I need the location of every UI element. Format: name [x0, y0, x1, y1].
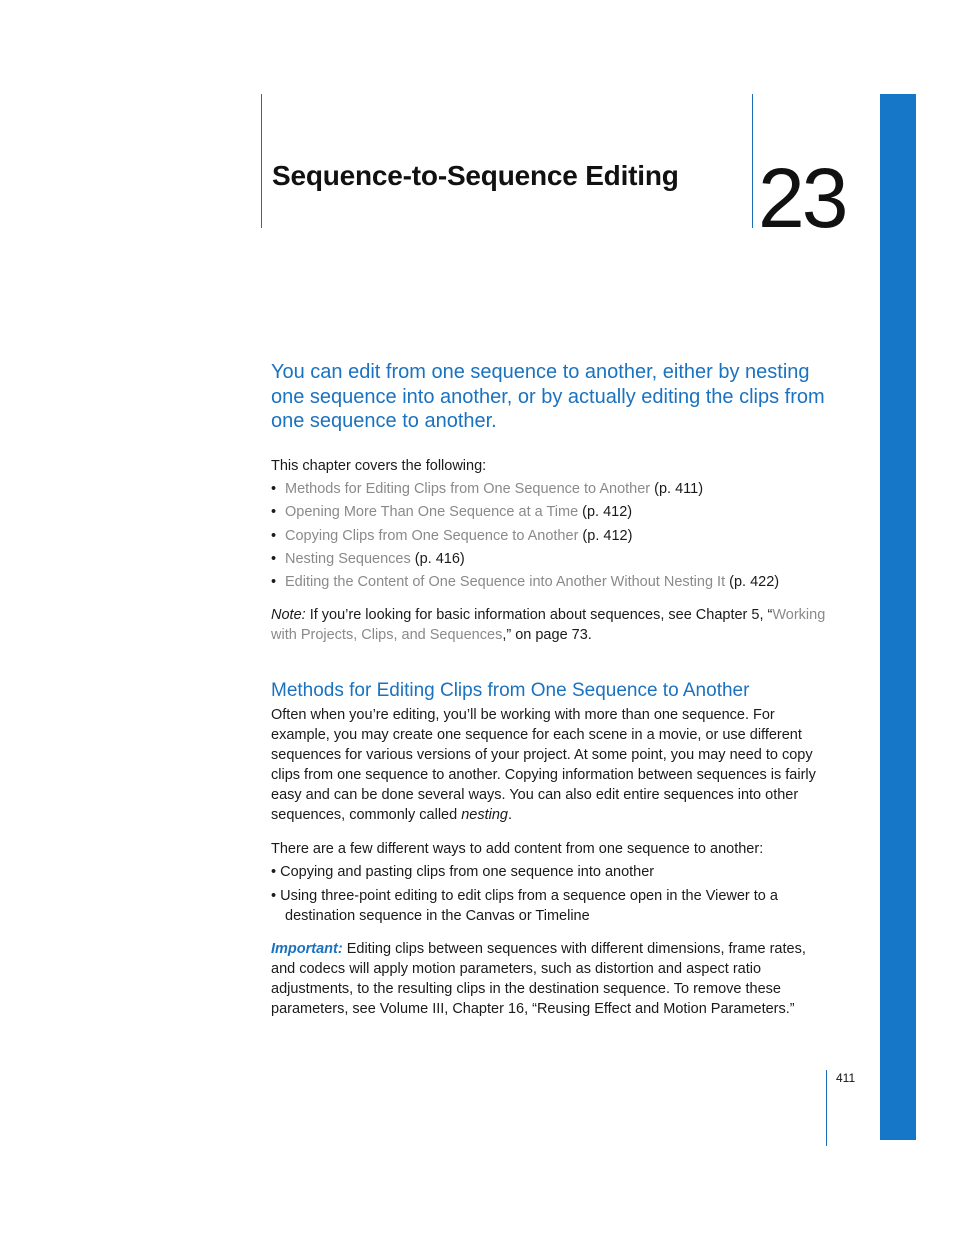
toc-item — [271, 549, 779, 572]
toc-link[interactable]: Editing the Content of One Sequence into Another Without Nesting It — [285, 574, 726, 591]
bullet: • — [271, 527, 277, 544]
list-item: • Using three-point editing to edit clips from a sequence open in the Viewer to a destination sequence in the Canvas or Timeline — [271, 888, 778, 924]
paragraph-text: Often when you’re editing, you’ll be working with more than one sequence. For example, you may create one sequence for each scene in a movie, or use different sequences for various versions of your project. At some point, you may need to copy clips from one sequence to another. Copying information between sequences is fairly easy and can be done several ways. You can also edit entire sequences into other sequences, commonly called — [271, 707, 816, 823]
note-paragraph — [271, 605, 831, 645]
important-label: Important: — [271, 941, 343, 957]
note-link[interactable]: Working with Projects, Clips, and Sequences — [271, 607, 826, 643]
toc-page-ref: (p. 411) — [650, 481, 704, 497]
bullet: • — [271, 574, 277, 591]
bullet: • — [271, 481, 277, 497]
bullet: • — [271, 504, 277, 521]
toc-page-ref: (p. 422) — [725, 574, 780, 591]
ways-list — [271, 862, 823, 930]
important-paragraph — [271, 939, 823, 1019]
bullet: • — [271, 550, 277, 567]
page-number-rule — [826, 1070, 827, 1146]
toc-page-ref: (p. 412) — [578, 504, 633, 521]
paragraph-end: . — [507, 807, 513, 823]
toc-item — [271, 572, 779, 595]
covers-label: This chapter covers the following: — [271, 458, 487, 474]
toc-item — [271, 479, 779, 502]
toc-link[interactable]: Methods for Editing Clips from One Sequence to Another — [285, 481, 651, 497]
toc-item — [271, 502, 779, 525]
chapter-number: 23 — [758, 151, 846, 245]
toc-page-ref: (p. 412) — [578, 527, 633, 544]
chapter-tab-bar — [880, 94, 916, 1140]
note-text-before: If you’re looking for basic information about sequences, see Chapter 5, “ — [305, 607, 773, 623]
title-rule-right — [752, 94, 753, 228]
chapter-toc — [271, 479, 779, 595]
chapter-title: Sequence-to-Sequence Editing — [272, 160, 679, 191]
paragraph-emphasis: nesting — [461, 807, 508, 823]
toc-item — [271, 526, 779, 549]
page-number: 411 — [836, 1071, 856, 1085]
note-text-after: ,” on page 73. — [502, 627, 592, 643]
chapter-intro: You can edit from one sequence to another, either by nesting one sequence into another, or by actually editing the clips from one sequence to another. — [271, 361, 825, 432]
section-heading: Methods for Editing Clips from One Sequence to Another — [271, 680, 750, 701]
section-paragraph — [271, 705, 823, 825]
title-rule-left — [261, 94, 262, 228]
note-label: Note: — [271, 607, 306, 623]
important-text: Editing clips between sequences with different dimensions, frame rates, and codecs will apply motion parameters, such as distortion and aspect ratio adjustments, to the resulting clips in the destination sequence. To remove these parameters, see Volume III, Chapter 16, “Reusing Effect and Motion Parameters.” — [271, 941, 806, 1017]
toc-page-ref: (p. 416) — [410, 550, 465, 567]
ways-intro: There are a few different ways to add content from one sequence to another: — [271, 841, 764, 857]
list-item: • Copying and pasting clips from one sequence into another — [271, 864, 655, 880]
toc-link[interactable]: Opening More Than One Sequence at a Time — [285, 504, 579, 521]
toc-link[interactable]: Copying Clips from One Sequence to Another — [285, 527, 579, 544]
toc-link[interactable]: Nesting Sequences — [285, 550, 411, 567]
